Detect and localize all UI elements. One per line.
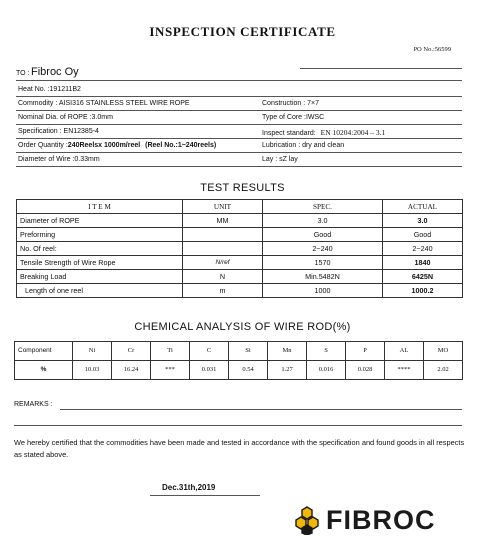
value-cell: 0.54	[229, 361, 268, 380]
nominal-diameter: Nominal Dia. of ROPE :3.0mm	[18, 114, 113, 121]
element-cell: Ni	[73, 342, 112, 361]
unit-cell: N	[183, 270, 263, 284]
element-cell: Si	[229, 342, 268, 361]
to-recipient: Fibroc Oy	[31, 66, 79, 78]
component-label: Component	[15, 342, 73, 361]
value-cell: 2.02	[424, 361, 463, 380]
table-row	[17, 214, 463, 228]
value-cell: ****	[385, 361, 424, 380]
unit-cell: N/ref	[183, 256, 263, 270]
inspect-standard	[262, 128, 385, 137]
inspect-standard-label: Inspect standard:	[262, 130, 316, 137]
table-header-row	[17, 200, 463, 214]
remarks-line	[14, 425, 462, 426]
value-cell: 1.27	[268, 361, 307, 380]
fibroc-logo	[292, 505, 436, 535]
item-cell: Diameter of ROPE	[17, 214, 183, 228]
actual-cell: 2~240	[383, 242, 463, 256]
element-cell: Ti	[151, 342, 190, 361]
table-row	[17, 284, 463, 298]
reel-number-range: (Reel No.:1~240reels)	[145, 142, 217, 149]
lubrication: Lubrication : dry and clean	[262, 142, 345, 149]
po-number: PO No.:56599	[413, 46, 451, 53]
item-cell: Tensile Strength of Wire Rope	[17, 256, 183, 270]
spec-cell: Min.5482N	[263, 270, 383, 284]
unit-cell: MM	[183, 214, 263, 228]
commodity: Commodity : AISI316 STAINLESS STEEL WIRE ROPE	[18, 100, 190, 107]
spec-cell: 1570	[263, 256, 383, 270]
order-quantity-value: 240Reelsx 1000m/reel	[67, 142, 141, 149]
actual-cell: 1840	[383, 256, 463, 270]
value-cell: 0.031	[190, 361, 229, 380]
element-row	[15, 342, 463, 361]
certification-statement: We hereby certified that the commodities have been made and tested in accordance with the specification and found goods in all respects as stated above.	[14, 438, 465, 459]
spec-cell: 3.0	[263, 214, 383, 228]
chemical-analysis-heading: CHEMICAL ANALYSIS OF WIRE ROD(%)	[134, 321, 351, 333]
element-cell: C	[190, 342, 229, 361]
value-cell: 10.03	[73, 361, 112, 380]
spec-cell: 1000	[263, 284, 383, 298]
order-quantity	[18, 142, 216, 149]
column-header: I T E M	[17, 200, 183, 214]
specification: Specification : EN12385-4	[18, 128, 99, 135]
element-cell: MO	[424, 342, 463, 361]
unit-cell	[183, 228, 263, 242]
order-quantity-label: Order Quantity :	[18, 142, 68, 149]
date-underline	[150, 495, 260, 496]
chemical-analysis-table	[14, 341, 463, 380]
to-label: TO :	[16, 70, 30, 77]
actual-cell: 1000.2	[383, 284, 463, 298]
item-cell: Length of one reel	[17, 284, 183, 298]
remarks-label: REMARKS :	[14, 401, 53, 408]
value-row	[15, 361, 463, 380]
test-results-table	[16, 199, 463, 298]
certificate-date: Dec.31th,2019	[162, 483, 216, 492]
table-row	[17, 256, 463, 270]
value-cell: 0.028	[346, 361, 385, 380]
unit-cell: m	[183, 284, 263, 298]
actual-cell: Good	[383, 228, 463, 242]
item-cell: No. Of reel:	[17, 242, 183, 256]
certificate-title: INSPECTION CERTIFICATE	[149, 24, 336, 39]
percent-label: %	[15, 361, 73, 380]
type-of-core: Type of Core :IWSC	[262, 114, 325, 121]
item-cell: Breaking Load	[17, 270, 183, 284]
diameter-of-wire: Diameter of Wire :0.33mm	[18, 156, 100, 163]
actual-cell: 3.0	[383, 214, 463, 228]
element-cell: P	[346, 342, 385, 361]
element-cell: S	[307, 342, 346, 361]
spec-cell: Good	[263, 228, 383, 242]
heat-number: Heat No. :191211B2	[18, 86, 81, 93]
value-cell: ***	[151, 361, 190, 380]
value-cell: 16.24	[112, 361, 151, 380]
element-cell: Mn	[268, 342, 307, 361]
construction: Construction : 7×7	[262, 100, 320, 107]
column-header: SPEC.	[263, 200, 383, 214]
column-header: ACTUAL	[383, 200, 463, 214]
test-results-heading: TEST RESULTS	[200, 182, 285, 194]
logo-wordmark: FIBROC	[326, 504, 436, 535]
table-row	[17, 270, 463, 284]
po-underline	[300, 68, 462, 69]
unit-cell	[183, 242, 263, 256]
element-cell: AL	[385, 342, 424, 361]
lay: Lay : sZ lay	[262, 156, 298, 163]
remarks-line	[60, 409, 462, 410]
element-cell: Cr	[112, 342, 151, 361]
table-row	[17, 228, 463, 242]
column-header: UNIT	[183, 200, 263, 214]
item-cell: Preforming	[17, 228, 183, 242]
inspect-standard-value: EN 10204:2004 – 3.1	[320, 128, 386, 137]
value-cell: 0.016	[307, 361, 346, 380]
table-row	[17, 242, 463, 256]
to-underline	[16, 80, 462, 81]
hexagon-cluster-icon	[292, 505, 322, 535]
actual-cell: 6425N	[383, 270, 463, 284]
spec-cell: 2~240	[263, 242, 383, 256]
